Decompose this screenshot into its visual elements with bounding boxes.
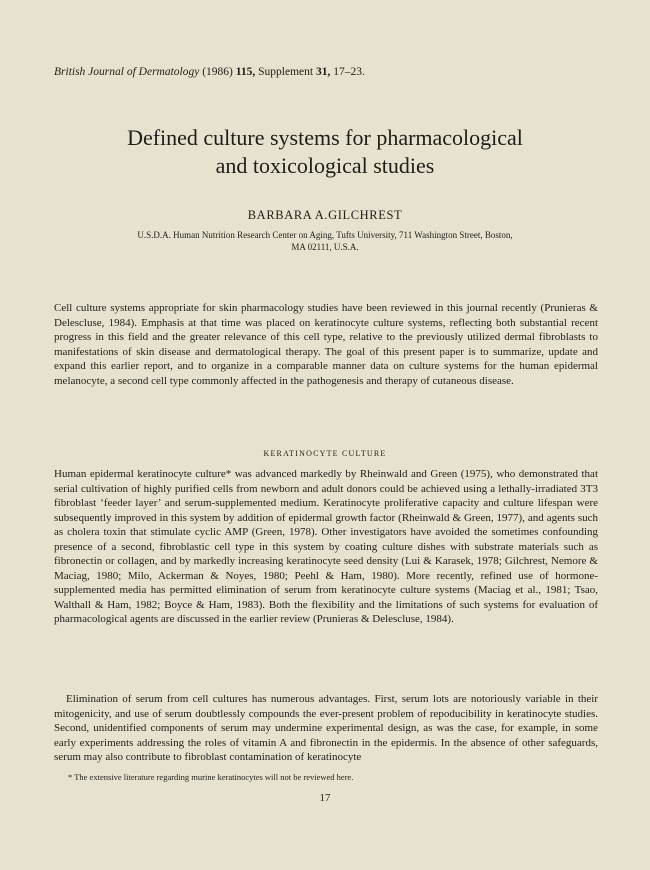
journal-pages: 17–23.: [333, 66, 365, 78]
title-line-1: Defined culture systems for pharmacological: [127, 125, 523, 150]
section-heading: KERATINOCYTE CULTURE: [263, 449, 387, 458]
page-number: 17: [319, 792, 331, 804]
author-name: BARBARA A.GILCHREST: [247, 208, 403, 222]
journal-volume: 115,: [235, 66, 256, 78]
section-paragraph-2: Elimination of serum from cell cultures has numerous advantages. First, serum lots are notoriously variable in their mitogenicity, and use of serum doubtlessly compounds the ever-present problem of repoducibility in keratinocyte studies. Second, unidentified components of serum may undermine experimental design, as was the case, for example, in some early experiments addressing the roles of vitamin A and fibronectin in the epidermis. In the absence of other safeguards, serum may also contribute to fibroblast contamination of keratinocyte: [54, 693, 598, 763]
intro-paragraph: Cell culture systems appropriate for skin pharmacology studies have been reviewed in this journal recently (Prunieras & Delescluse, 1984). Emphasis at that time was placed on keratinocyte culture systems, reflecting both substantial recent progress in this field and the greater relevance of this cell type, relative to the previously utilized dermal fibroblasts to manifestations of skin disease and dermatological therapy. The goal of this present paper is to summarize, update and expand this earlier report, and to organize in a comparable manner data on culture systems for the human epidermal melanocyte, a second cell type commonly affected in the pathogenesis and therapy of cutaneous disease.: [54, 302, 598, 387]
article-title: [40, 124, 610, 180]
section-paragraph-1: Human epidermal keratinocyte culture* was advanced markedly by Rheinwald and Green (1975), who demonstrated that serial cultivation of highly purified cells from newborn and adult donors could be achieved using a lethally-irradiated 3T3 fibroblast ‘feeder layer’ and serum-supplemented medium. Keratinocyte proliferative capacity and culture lifespan were subsequently improved in this system by addition of epidermal growth factor (Rheinwald & Green, 1977), and agents such as cholera toxin that stimulate cyclic AMP (Green, 1978). Other investigators have avoided the sometimes confounding presence of a second, fibroblastic cell type in this system by coating culture dishes with substrate materials such as fibronectin or collagen, and by markedly increasing keratinocyte seed density (Lui & Karasek, 1978; Gilchrest, Nemore & Maciag, 1980; Milo, Ackerman & Noyes, 1980; Peehl & Ham, 1980). More recently, refined use of hormone-supplemented media has permitted elimination of serum from keratinocyte culture systems (Maciag et al., 1981; Tsao, Walthall & Ham, 1982; Boyce & Ham, 1983). Both the flexibility and the limitations of such systems for evaluation of pharmacological agents are discussed in the earlier review (Prunieras & Delescluse, 1984).: [54, 468, 598, 625]
affiliation-line-2: MA 02111, U.S.A.: [291, 242, 359, 252]
affiliation-line-1: U.S.D.A. Human Nutrition Research Center on Aging, Tufts University, 711 Washington Street, Boston,: [137, 230, 513, 240]
journal-year: (1986): [202, 66, 233, 78]
journal-name: British Journal of Dermatology: [54, 66, 200, 78]
supplement-number: 31,: [315, 66, 331, 78]
journal-citation: [54, 66, 365, 78]
author-affiliation: [70, 229, 580, 253]
title-line-2: and toxicological studies: [215, 153, 435, 178]
supplement-label: Supplement: [258, 66, 314, 78]
footnote: * The extensive literature regarding murine keratinocytes will not be reviewed here.: [68, 772, 354, 782]
